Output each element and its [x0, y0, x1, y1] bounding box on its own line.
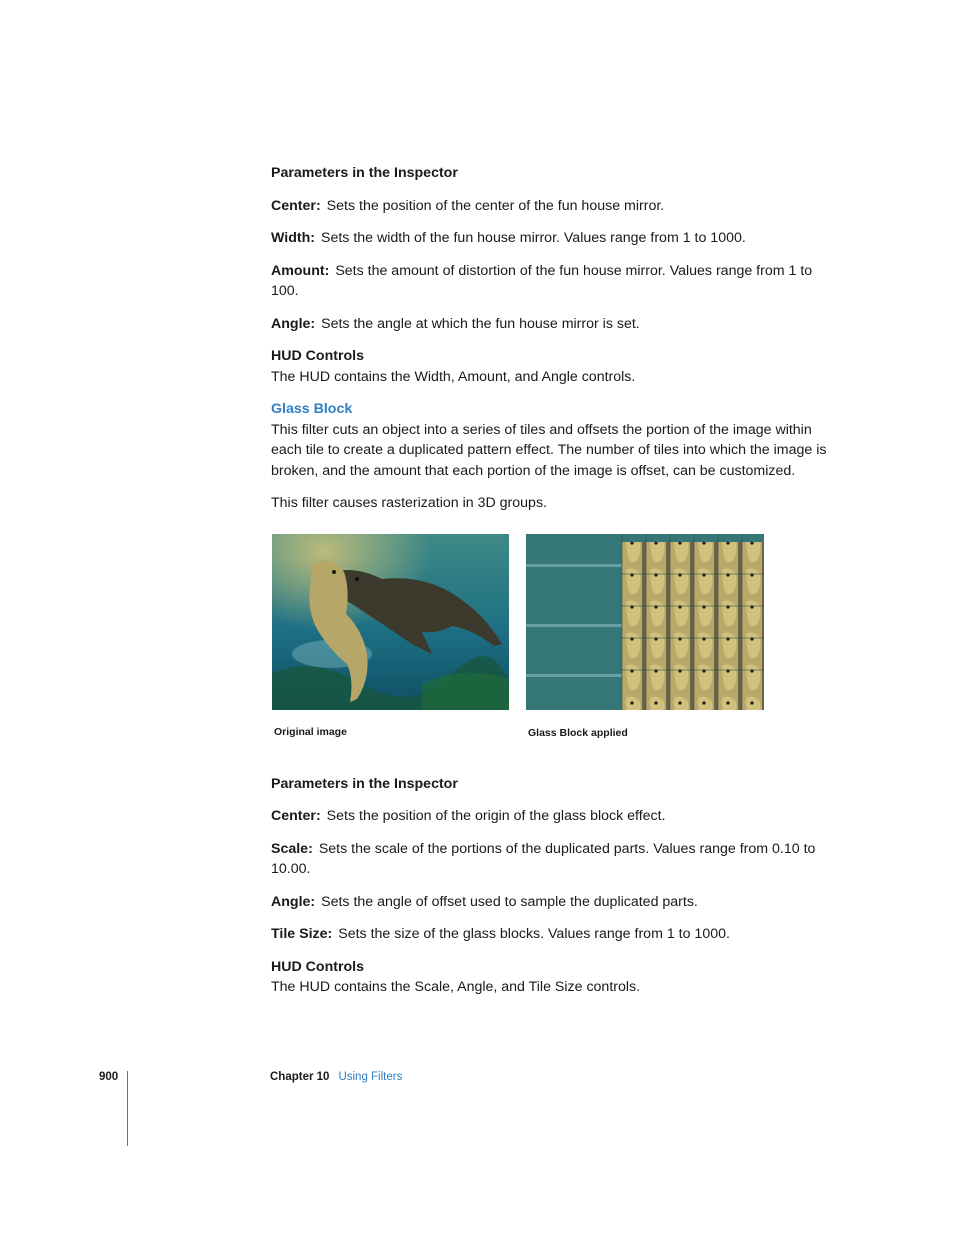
param-desc: Sets the position of the center of the fun house mirror.	[326, 197, 665, 214]
param-term: Angle:	[271, 893, 316, 910]
param-term: Tile Size:	[271, 926, 333, 942]
param-tile-size	[271, 924, 827, 945]
param-scale	[271, 839, 827, 880]
hud-controls-text: The HUD contains the Width, Amount, and Angle controls.	[271, 368, 636, 385]
param-desc: Sets the amount of distortion of the fun house mirror. Values range from 1 to 100.	[271, 262, 813, 299]
page-content	[271, 163, 827, 1010]
param-desc: Sets the size of the glass blocks. Values range from 1 to 1000.	[338, 926, 730, 942]
chapter-label: Chapter 10	[270, 1071, 330, 1083]
glass-block-note: This filter causes rasterization in 3D groups.	[271, 495, 547, 511]
param-width	[271, 228, 827, 249]
param-term: Width:	[271, 230, 315, 246]
param-desc: Sets the angle at which the fun house mirror is set.	[321, 315, 640, 332]
glass-block-description: This filter cuts an object into a series of tiles and offsets the portion of the image within each tile to create a duplicated pattern effect. The number of tiles into which the image is broken, and the amount that each portion of the image is offset, can be customized.	[271, 421, 827, 479]
param-desc: Sets the angle of offset used to sample the duplicated parts.	[321, 893, 698, 910]
footer-divider	[127, 1071, 128, 1146]
hud-controls-heading: HUD Controls	[271, 958, 365, 975]
param-desc: Sets the width of the fun house mirror. Values range from 1 to 1000.	[321, 230, 746, 246]
param-term: Center:	[271, 197, 321, 214]
glass-block-title: Glass Block	[271, 401, 353, 417]
param-desc: Sets the position of the origin of the glass block effect.	[326, 808, 666, 824]
param-term: Angle:	[271, 315, 316, 332]
chapter-title-link[interactable]: Using Filters	[338, 1071, 403, 1083]
original-image	[272, 534, 509, 710]
param-term: Amount:	[271, 262, 330, 279]
caption-original: Original image	[274, 725, 347, 738]
inspector-heading: Parameters in the Inspector	[271, 165, 458, 181]
param-term: Scale:	[271, 840, 313, 857]
inspector-heading: Parameters in the Inspector	[271, 775, 458, 792]
param-desc: Sets the scale of the portions of the duplicated parts. Values range from 0.10 to 10.00.	[271, 840, 816, 877]
param-term: Center:	[271, 808, 321, 824]
figure-pair	[271, 534, 827, 774]
footer-chapter	[270, 1071, 402, 1083]
param-amount	[271, 261, 827, 302]
hud-controls-text: The HUD contains the Scale, Angle, and Tile Size controls.	[271, 979, 641, 995]
param-center	[271, 806, 827, 827]
param-center	[271, 196, 827, 217]
hud-controls-heading: HUD Controls	[271, 348, 365, 364]
param-angle	[271, 892, 827, 913]
param-angle	[271, 314, 827, 335]
caption-applied: Glass Block applied	[528, 726, 628, 739]
glass-block-image	[526, 534, 764, 710]
page-number: 900	[99, 1071, 119, 1083]
